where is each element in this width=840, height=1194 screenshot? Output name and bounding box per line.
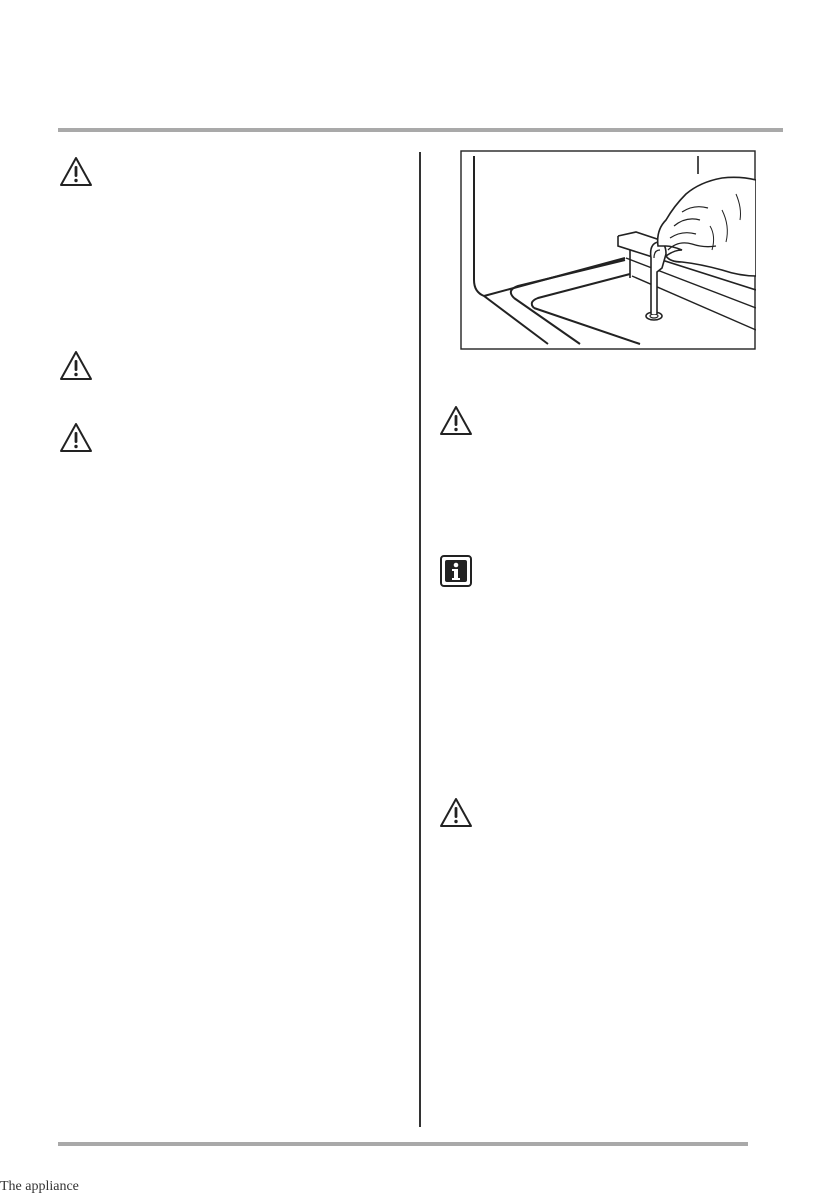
footer-rule: [58, 1142, 748, 1146]
next-page-text-fragment: The appliance: [0, 1179, 79, 1194]
warning-icon: [439, 404, 473, 438]
info-icon: [439, 554, 473, 588]
warning-icon: [59, 421, 93, 455]
warning-icon: [439, 796, 473, 830]
column-divider: [419, 152, 421, 1127]
header-rule: [58, 128, 783, 132]
drain-hole-cleaning-illustration: [460, 150, 756, 350]
warning-icon: [59, 155, 93, 189]
warning-icon: [59, 349, 93, 383]
